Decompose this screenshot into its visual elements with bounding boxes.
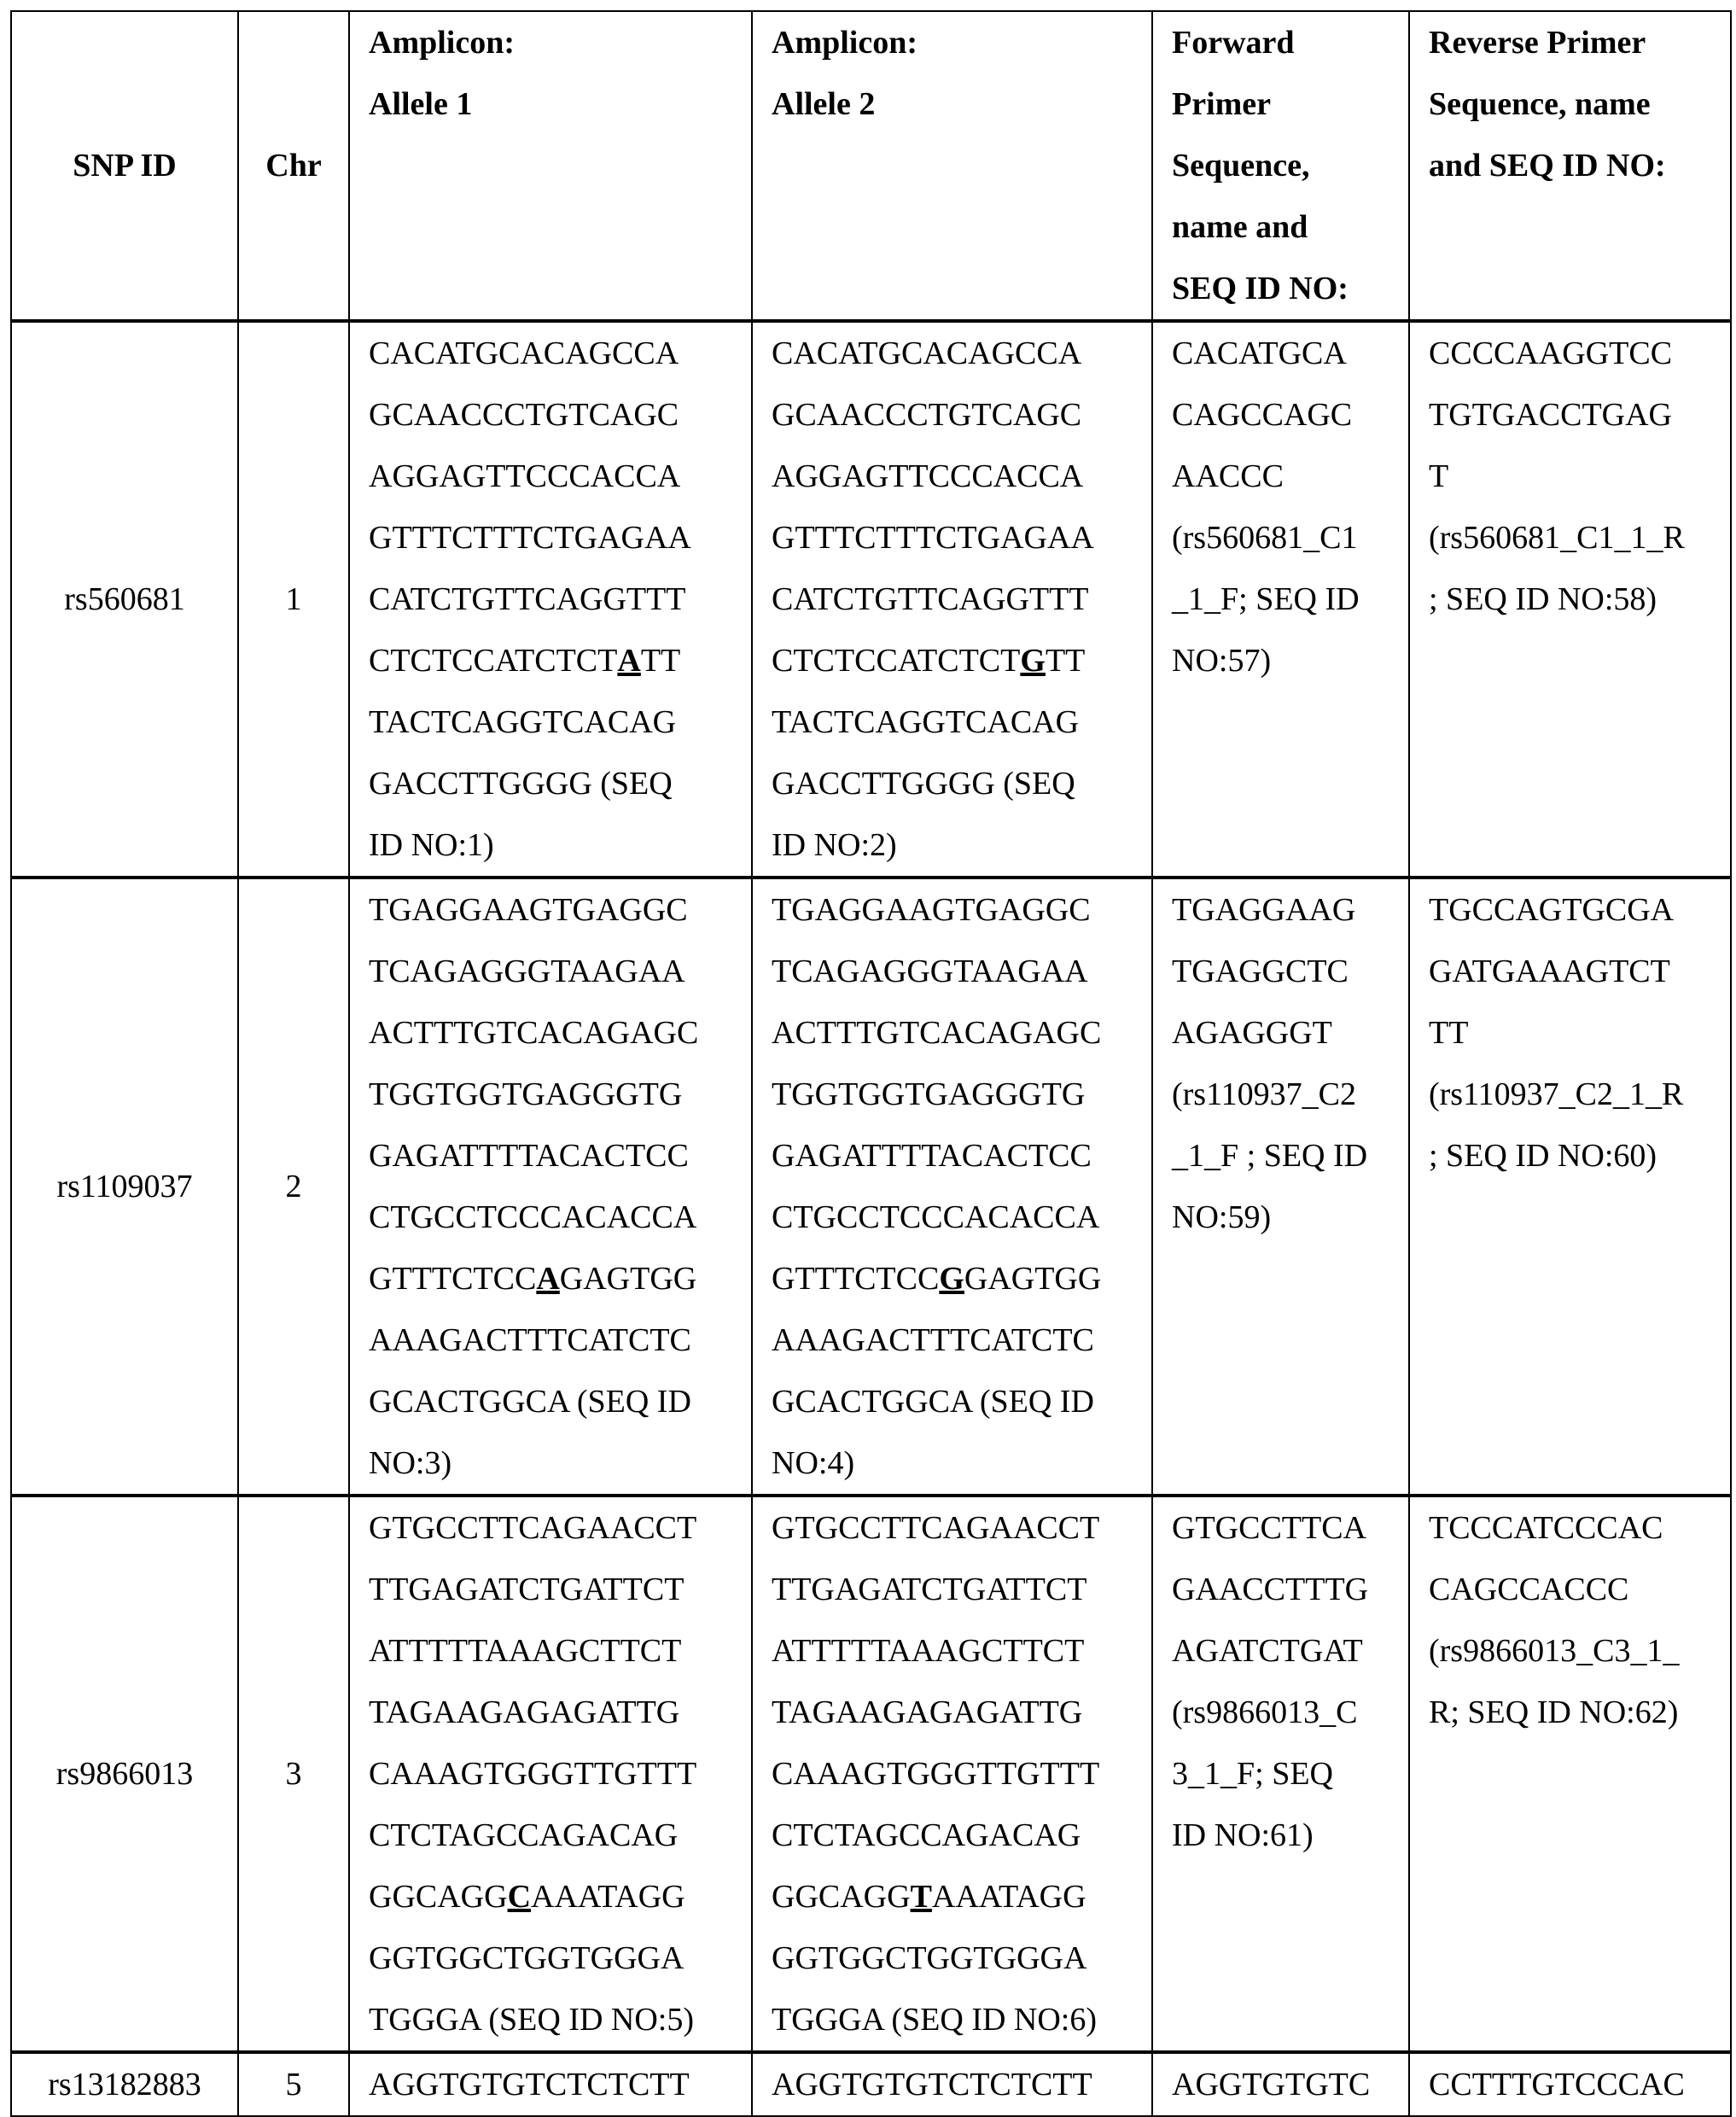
text-line: ACTTTGTCACAGAGC bbox=[369, 1002, 743, 1064]
header-chr: Chr bbox=[238, 11, 349, 321]
table-row bbox=[11, 2052, 1731, 2116]
text-line: ID NO:1) bbox=[369, 814, 743, 876]
text-line: Forward bbox=[1172, 12, 1400, 73]
text-line: AGAGGGT bbox=[1172, 1002, 1400, 1064]
text-line: GACCTTGGGG (SEQ bbox=[772, 753, 1143, 814]
text-line: _1_F ; SEQ ID bbox=[1172, 1125, 1400, 1187]
text-line: CTCTAGCCAGACAG bbox=[369, 1805, 743, 1866]
text-line: CACATGCACAGCCA bbox=[772, 323, 1143, 384]
table-row bbox=[11, 878, 1731, 1496]
text-line: TAGAAGAGAGATTG bbox=[369, 1682, 743, 1743]
table-row bbox=[11, 321, 1731, 878]
allele1-cell bbox=[349, 2052, 752, 2116]
text-line: GTTTCTCCAGAGTGG bbox=[369, 1248, 743, 1309]
text-line: TGAGGAAGTGAGGC bbox=[369, 879, 743, 941]
header-snp-id: SNP ID bbox=[11, 11, 238, 321]
text-line: GGCAGGTAAATAGG bbox=[772, 1866, 1143, 1927]
text-line: GCACTGGCA (SEQ ID bbox=[772, 1371, 1143, 1432]
text-line: TCAGAGGGTAAGAA bbox=[369, 941, 743, 1002]
text-line: CAAAGTGGGTTGTTT bbox=[772, 1743, 1143, 1805]
text-line: name and bbox=[1172, 196, 1400, 258]
snp-allele-base: G bbox=[939, 1261, 964, 1297]
text-line: R; SEQ ID NO:62) bbox=[1429, 1682, 1721, 1743]
text-line: and SEQ ID NO: bbox=[1429, 135, 1721, 196]
text-line: (rs9866013_C3_1_ bbox=[1429, 1620, 1721, 1682]
text-line: TAGAAGAGAGATTG bbox=[772, 1682, 1143, 1743]
text-line: CCCCAAGGTCC bbox=[1429, 323, 1721, 384]
text-line: CATCTGTTCAGGTTT bbox=[369, 569, 743, 630]
text-line: TGAGGAAG bbox=[1172, 879, 1400, 941]
text-line: TGGGA (SEQ ID NO:5) bbox=[369, 1989, 743, 2050]
text-line: TTGAGATCTGATTCT bbox=[369, 1559, 743, 1620]
text-line: AGATCTGAT bbox=[1172, 1620, 1400, 1682]
text-line: ; SEQ ID NO:60) bbox=[1429, 1125, 1721, 1187]
text-line: GCAACCCTGTCAGC bbox=[772, 384, 1143, 446]
text-line: CATCTGTTCAGGTTT bbox=[772, 569, 1143, 630]
text-line: GTGCCTTCAGAACCT bbox=[772, 1497, 1143, 1559]
snp-id-cell: rs1109037 bbox=[11, 878, 238, 1496]
text-line: GACCTTGGGG (SEQ bbox=[369, 753, 743, 814]
text-line: ; SEQ ID NO:58) bbox=[1429, 569, 1721, 630]
text-line: T bbox=[1429, 446, 1721, 507]
text-line: AGGTGTGTCTCTCTT bbox=[772, 2054, 1143, 2115]
text-line: GTTTCTCCGGAGTGG bbox=[772, 1248, 1143, 1309]
text-line: (rs560681_C1 bbox=[1172, 507, 1400, 569]
text-line: CTGCCTCCCACACCA bbox=[772, 1187, 1143, 1248]
text-line: GAACCTTTG bbox=[1172, 1559, 1400, 1620]
text-line: TACTCAGGTCACAG bbox=[369, 691, 743, 753]
text-line: CTCTCCATCTCTATT bbox=[369, 630, 743, 691]
text-line: CAGCCACCC bbox=[1429, 1559, 1721, 1620]
reverse-primer-cell bbox=[1409, 1496, 1731, 2052]
text-line: GTGCCTTCAGAACCT bbox=[369, 1497, 743, 1559]
forward-primer-cell bbox=[1152, 878, 1409, 1496]
snp-primer-table bbox=[10, 10, 1732, 2117]
forward-primer-cell bbox=[1152, 2052, 1409, 2116]
text-line: Primer bbox=[1172, 73, 1400, 135]
text-line: TGGGA (SEQ ID NO:6) bbox=[772, 1989, 1143, 2050]
text-line: _1_F; SEQ ID bbox=[1172, 569, 1400, 630]
allele1-cell bbox=[349, 878, 752, 1496]
header-allele2 bbox=[752, 11, 1152, 321]
text-line: CACATGCACAGCCA bbox=[369, 323, 743, 384]
allele1-cell bbox=[349, 321, 752, 878]
text-line: GTTTCTTTCTGAGAA bbox=[369, 507, 743, 569]
text-line: GCACTGGCA (SEQ ID bbox=[369, 1371, 743, 1432]
allele1-cell bbox=[349, 1496, 752, 2052]
text-line: Sequence, bbox=[1172, 135, 1400, 196]
text-line: TGGTGGTGAGGGTG bbox=[772, 1064, 1143, 1125]
text-line: ATTTTTAAAGCTTCT bbox=[772, 1620, 1143, 1682]
text-line: Amplicon: bbox=[369, 12, 743, 73]
text-line: CAGCCAGC bbox=[1172, 384, 1400, 446]
text-line: ATTTTTAAAGCTTCT bbox=[369, 1620, 743, 1682]
text-line: (rs110937_C2_1_R bbox=[1429, 1064, 1721, 1125]
text-line: GGTGGCTGGTGGGA bbox=[369, 1927, 743, 1989]
allele2-cell bbox=[752, 878, 1152, 1496]
text-line: GTTTCTTTCTGAGAA bbox=[772, 507, 1143, 569]
text-line: CTGCCTCCCACACCA bbox=[369, 1187, 743, 1248]
text-line: Reverse Primer bbox=[1429, 12, 1721, 73]
text-line: 3_1_F; SEQ bbox=[1172, 1743, 1400, 1805]
text-line: TTGAGATCTGATTCT bbox=[772, 1559, 1143, 1620]
snp-allele-base: G bbox=[1020, 643, 1046, 679]
text-line: GAGATTTTACACTCC bbox=[772, 1125, 1143, 1187]
allele2-cell bbox=[752, 321, 1152, 878]
text-line: AACCC bbox=[1172, 446, 1400, 507]
text-line: Amplicon: bbox=[772, 12, 1143, 73]
text-line: NO:59) bbox=[1172, 1187, 1400, 1248]
text-line: CCTTTGTCCCAC bbox=[1429, 2054, 1721, 2115]
text-line: TGAGGAAGTGAGGC bbox=[772, 879, 1143, 941]
chr-cell: 5 bbox=[238, 2052, 349, 2116]
reverse-primer-cell bbox=[1409, 878, 1731, 1496]
header-forward-primer bbox=[1152, 11, 1409, 321]
forward-primer-cell bbox=[1152, 321, 1409, 878]
text-line: AGGAGTTCCCACCA bbox=[772, 446, 1143, 507]
text-line: NO:3) bbox=[369, 1432, 743, 1494]
text-line: ACTTTGTCACAGAGC bbox=[772, 1002, 1143, 1064]
text-line: TGTGACCTGAG bbox=[1429, 384, 1721, 446]
text-line: TGGTGGTGAGGGTG bbox=[369, 1064, 743, 1125]
text-line: NO:4) bbox=[772, 1432, 1143, 1494]
text-line: TCCCATCCCAC bbox=[1429, 1497, 1721, 1559]
snp-allele-base: T bbox=[911, 1879, 932, 1915]
text-line: GGTGGCTGGTGGGA bbox=[772, 1927, 1143, 1989]
text-line: NO:57) bbox=[1172, 630, 1400, 691]
text-line: GTGCCTTCA bbox=[1172, 1497, 1400, 1559]
text-line: AGGTGTGTCTCTCTT bbox=[369, 2054, 743, 2115]
snp-id-cell: rs560681 bbox=[11, 321, 238, 878]
text-line: TCAGAGGGTAAGAA bbox=[772, 941, 1143, 1002]
text-line: TGCCAGTGCGA bbox=[1429, 879, 1721, 941]
text-line: GCAACCCTGTCAGC bbox=[369, 384, 743, 446]
text-line: TACTCAGGTCACAG bbox=[772, 691, 1143, 753]
text-line: SEQ ID NO: bbox=[1172, 258, 1400, 319]
forward-primer-cell bbox=[1152, 1496, 1409, 2052]
chr-cell: 2 bbox=[238, 878, 349, 1496]
snp-id-cell: rs9866013 bbox=[11, 1496, 238, 2052]
text-line: GGCAGGCAAATAGG bbox=[369, 1866, 743, 1927]
allele2-cell bbox=[752, 2052, 1152, 2116]
allele2-cell bbox=[752, 1496, 1152, 2052]
header-allele1 bbox=[349, 11, 752, 321]
text-line: CAAAGTGGGTTGTTT bbox=[369, 1743, 743, 1805]
header-reverse-primer bbox=[1409, 11, 1731, 321]
text-line: AAAGACTTTCATCTC bbox=[772, 1309, 1143, 1371]
text-line: Allele 1 bbox=[369, 73, 743, 135]
text-line: ID NO:2) bbox=[772, 814, 1143, 876]
text-line: CACATGCA bbox=[1172, 323, 1400, 384]
reverse-primer-cell bbox=[1409, 321, 1731, 878]
text-line: CTCTCCATCTCTGTT bbox=[772, 630, 1143, 691]
text-line: AGGTGTGTC bbox=[1172, 2054, 1400, 2115]
text-line: (rs560681_C1_1_R bbox=[1429, 507, 1721, 569]
snp-allele-base: C bbox=[508, 1879, 531, 1915]
text-line: GAGATTTTACACTCC bbox=[369, 1125, 743, 1187]
text-line: AGGAGTTCCCACCA bbox=[369, 446, 743, 507]
text-line: TGAGGCTC bbox=[1172, 941, 1400, 1002]
text-line: GATGAAAGTCT bbox=[1429, 941, 1721, 1002]
chr-cell: 3 bbox=[238, 1496, 349, 2052]
snp-allele-base: A bbox=[536, 1261, 559, 1297]
text-line: Sequence, name bbox=[1429, 73, 1721, 135]
text-line: TT bbox=[1429, 1002, 1721, 1064]
reverse-primer-cell bbox=[1409, 2052, 1731, 2116]
chr-cell: 1 bbox=[238, 321, 349, 878]
header-row bbox=[11, 11, 1731, 321]
text-line: CTCTAGCCAGACAG bbox=[772, 1805, 1143, 1866]
text-line: Allele 2 bbox=[772, 73, 1143, 135]
text-line: ID NO:61) bbox=[1172, 1805, 1400, 1866]
snp-allele-base: A bbox=[617, 643, 640, 679]
table-row bbox=[11, 1496, 1731, 2052]
text-line: AAAGACTTTCATCTC bbox=[369, 1309, 743, 1371]
text-line: (rs110937_C2 bbox=[1172, 1064, 1400, 1125]
text-line: (rs9866013_C bbox=[1172, 1682, 1400, 1743]
snp-id-cell: rs13182883 bbox=[11, 2052, 238, 2116]
